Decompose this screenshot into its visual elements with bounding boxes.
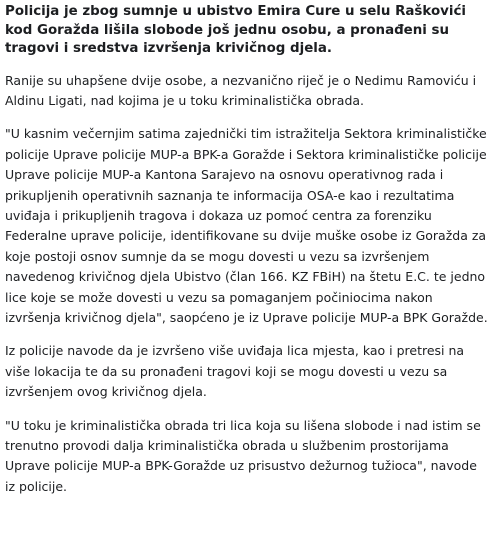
article-paragraph-2: "U kasnim večernjim satima zajednički tim istražitelja Sektora kriminalističke policije Uprave policije MUP-a BPK-a Goražde i Sektora kriminalističke policije Uprave policije MUP-a Kantona Sarajevo na osnovu operativnog rada i prikupljenih operativnih saznanja te informacija OSA-e kao i rezultatima uviđaja i prikupljenih tragova i dokaza uz pomoć centra za forenziku Federalne uprave policije, identifikovane su dvije muške osobe iz Goražda za koje postoji osnov sumnje da se mogu dovesti u vezu sa izvršenjem navedenog krivičnog djela Ubistvo (član 166. KZ FBiH) na štetu E.C. te jedno lice koje se može dovesti u vezu sa pomaganjem počiniocima nakon izvršenja krivičnog djela", saopćeno je iz Uprave policije MUP-a BPK Goražde. (5, 126, 488, 325)
article-paragraph-1: Ranije su uhapšene dvije osobe, a nezvanično riječ je o Nedimu Ramoviću i Aldinu Ligati, nad kojima je u toku kriminalistička obrada. (5, 72, 477, 108)
article-lead: Policija je zbog sumnje u ubistvo Emira Cure u selu Raškovići kod Goražda lišila slobode još jednu osobu, a pronađeni su tragovi i sredstva izvršenja krivičnog djela. (5, 4, 466, 56)
article-paragraph-4: "U toku je kriminalistička obrada tri lica koja su lišena slobode i nad istim se trenutno provodi dalja kriminalistička obrada u službenim prostorijama Uprave policije MUP-a BPK-Goražde uz prisustvo dežurnog tužioca", navode iz policije. (5, 417, 481, 494)
article-paragraph-3: Iz policije navode da je izvršeno više uviđaja lica mjesta, kao i pretresi na više lokacija te da su pronađeni tragovi koji se mogu dovesti u vezu sa izvršenjem ovog krivičnog djela. (5, 343, 465, 400)
